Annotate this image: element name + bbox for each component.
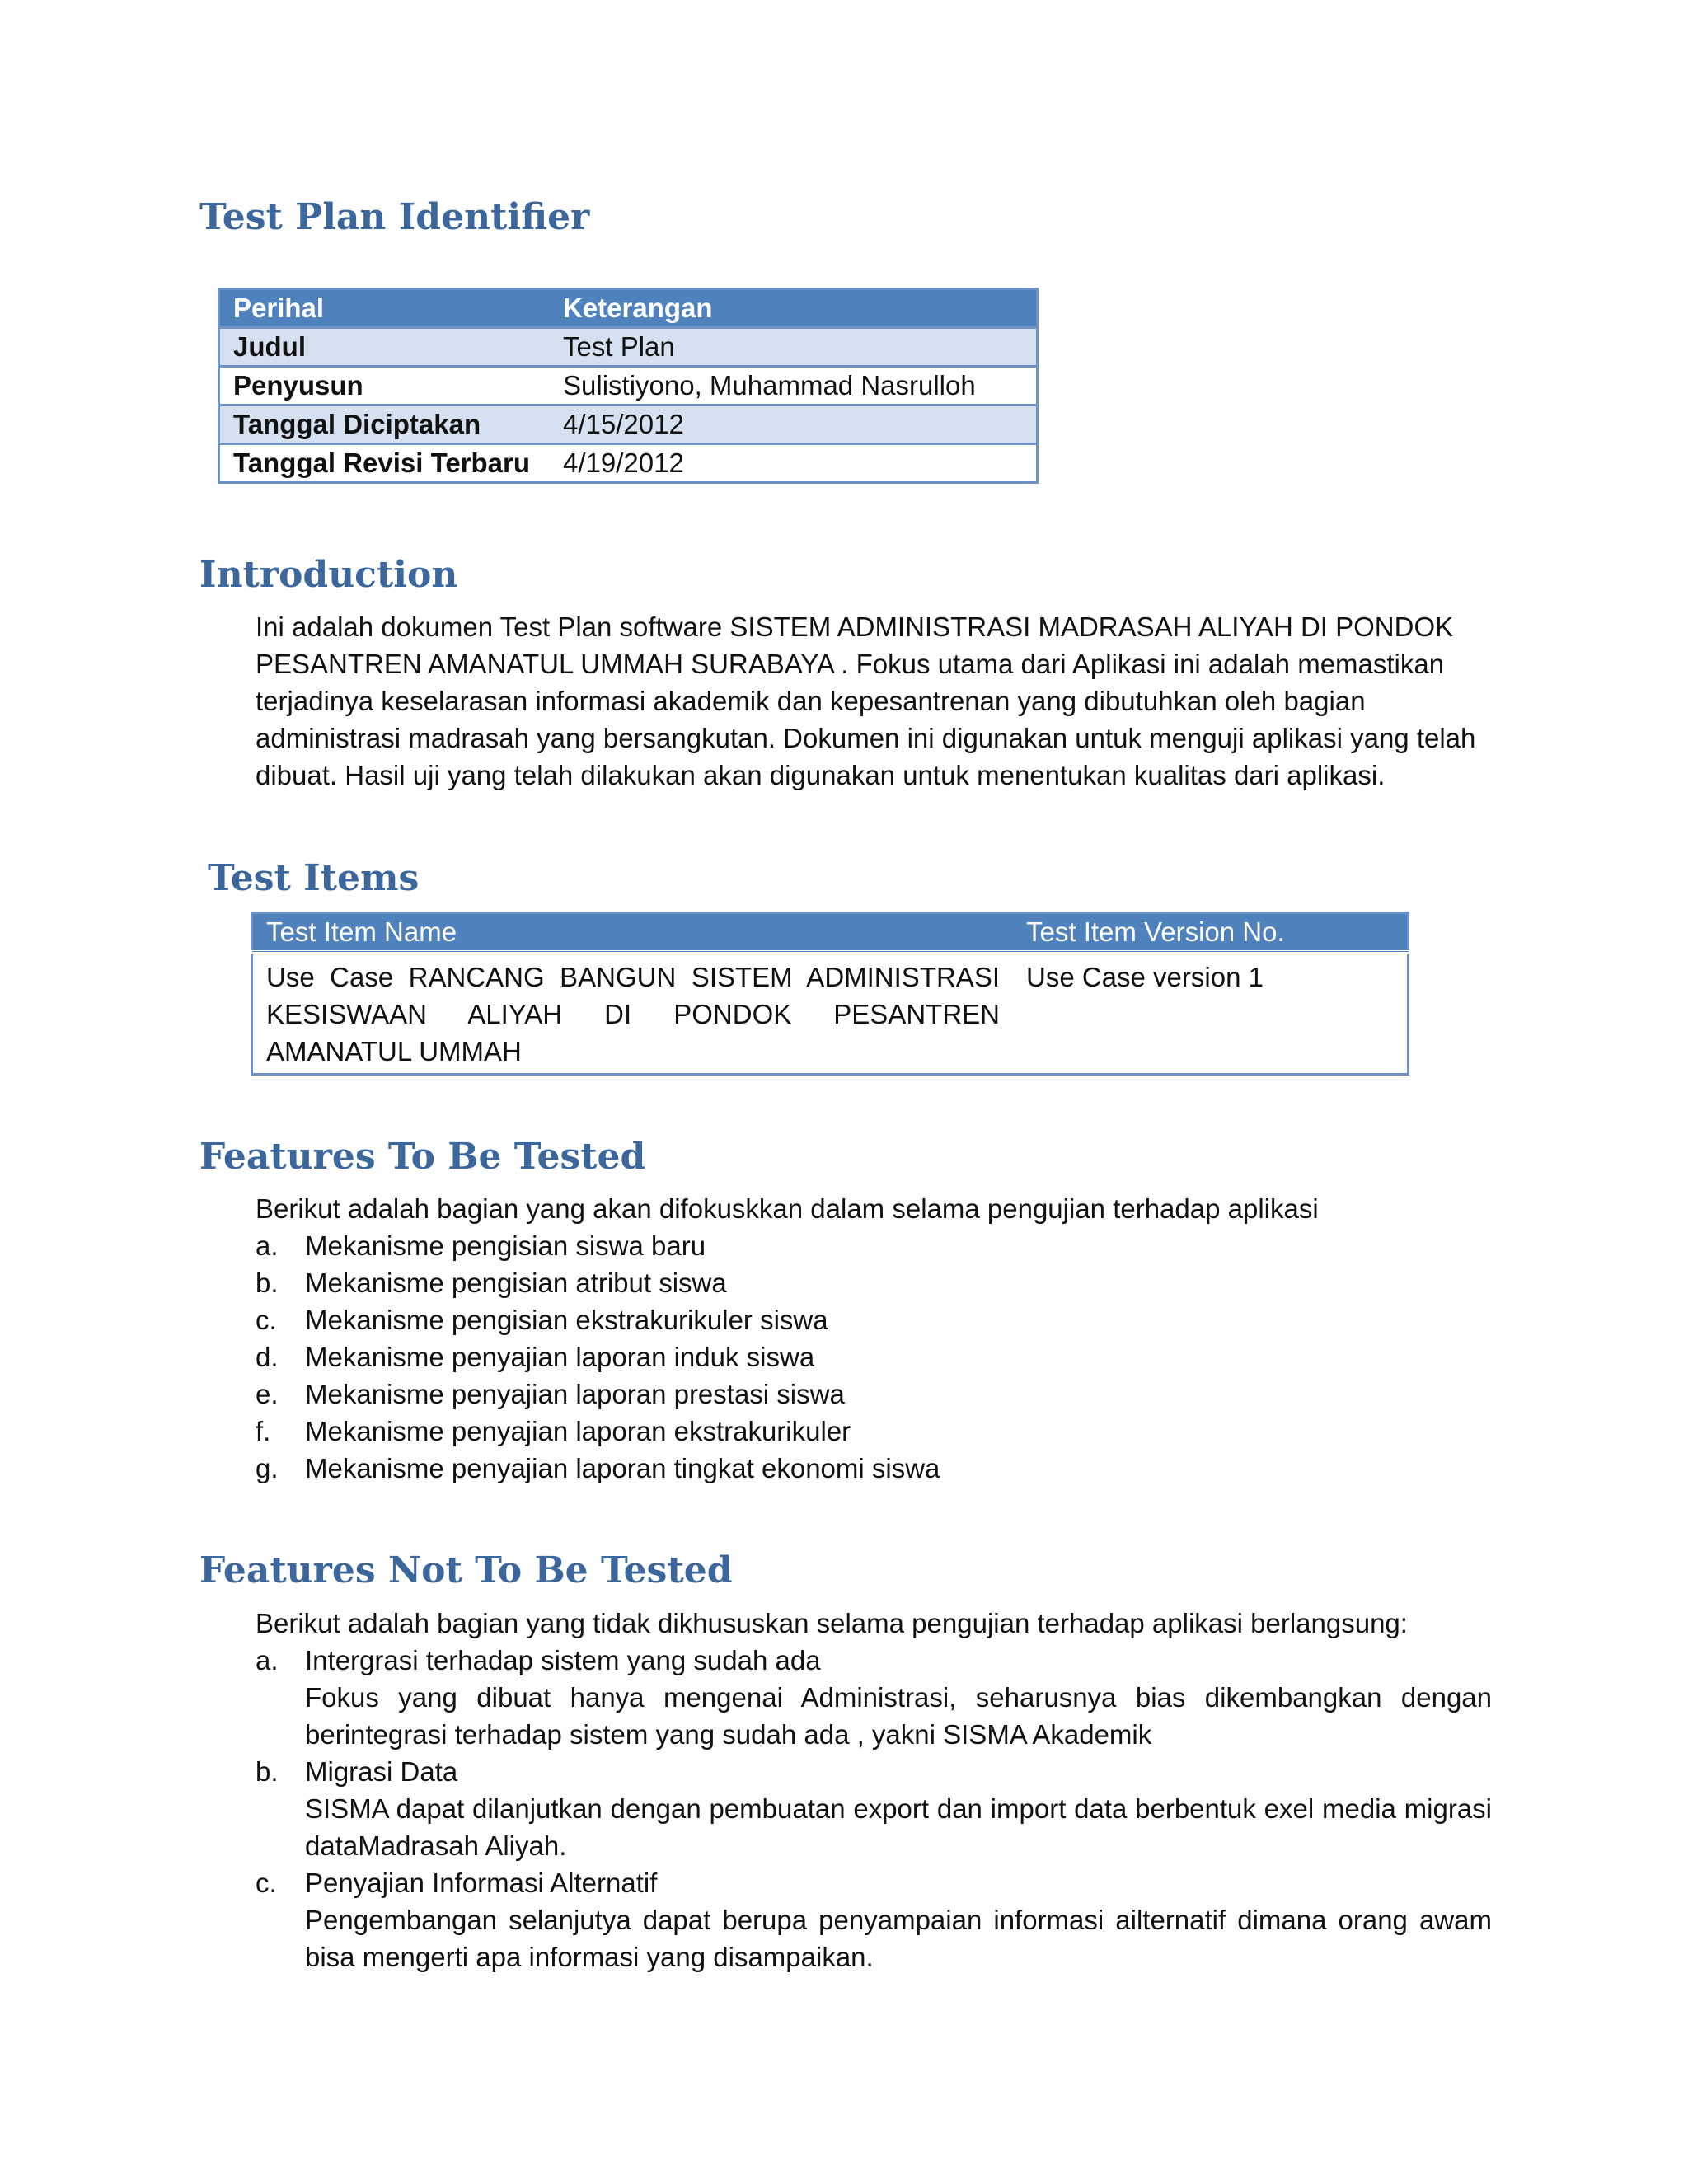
list-item-description: SISMA dapat dilanjutkan dengan pembuatan export dan import data berbentuk exel media migrasi dataMadrasah Aliyah. bbox=[305, 1793, 1492, 1861]
list-marker: c. bbox=[256, 1868, 277, 1898]
list-item-description: Pengembangan selanjutya dapat berupa penyampaian informasi ailternatif dimana orang awam bisa mengerti apa informasi yang disampaikan. bbox=[305, 1905, 1492, 1972]
list-item bbox=[256, 1753, 1492, 1864]
list-item-text: Mekanisme penyajian laporan induk siswa bbox=[305, 1342, 815, 1372]
list-item bbox=[256, 1413, 1492, 1450]
list-item-text: Mekanisme penyajian laporan ekstrakurikuler bbox=[305, 1416, 851, 1446]
features-tested-list bbox=[256, 1227, 1492, 1487]
list-item-title: Intergrasi terhadap sistem yang sudah ada bbox=[305, 1645, 821, 1675]
table-row bbox=[219, 444, 1038, 483]
list-item bbox=[256, 1376, 1492, 1413]
list-marker: g. bbox=[256, 1453, 279, 1483]
list-item bbox=[256, 1338, 1492, 1376]
heading-features-not-to-be-tested: Features Not To Be Tested bbox=[199, 1549, 733, 1591]
list-item bbox=[256, 1227, 1492, 1264]
table-row bbox=[252, 952, 1409, 1075]
identifier-header-keterangan: Keterangan bbox=[550, 289, 1038, 328]
test-items-table-header bbox=[252, 913, 1409, 953]
list-item-text: Mekanisme pengisian ekstrakurikuler siswa bbox=[305, 1305, 828, 1335]
list-item-text: Mekanisme penyajian laporan tingkat ekonomi siswa bbox=[305, 1453, 940, 1483]
list-marker: b. bbox=[256, 1268, 279, 1298]
identifier-label: Tanggal Diciptakan bbox=[219, 405, 551, 444]
heading-test-items: Test Items bbox=[208, 857, 420, 899]
identifier-value: Test Plan bbox=[550, 328, 1038, 367]
identifier-header-perihal: Perihal bbox=[219, 289, 551, 328]
test-item-version: Use Case version 1 bbox=[1026, 962, 1264, 992]
list-item-text: Mekanisme penyajian laporan prestasi siswa bbox=[305, 1379, 845, 1409]
list-marker: f. bbox=[256, 1416, 271, 1446]
identifier-value: 4/19/2012 bbox=[550, 444, 1038, 483]
test-item-name: Use Case RANCANG BANGUN SISTEM ADMINISTRASI KESISWAAN ALIYAH DI PONDOK PESANTREN AMANATUL UMMAH bbox=[266, 962, 1000, 1066]
list-item-text: Mekanisme pengisian siswa baru bbox=[305, 1230, 706, 1261]
identifier-value: 4/15/2012 bbox=[550, 405, 1038, 444]
list-item-title: Penyajian Informasi Alternatif bbox=[305, 1868, 658, 1898]
identifier-label: Judul bbox=[219, 328, 551, 367]
identifier-table bbox=[218, 288, 1039, 484]
list-item bbox=[256, 1264, 1492, 1301]
list-item bbox=[256, 1450, 1492, 1487]
list-marker: a. bbox=[256, 1645, 279, 1675]
features-not-tested-list bbox=[256, 1642, 1492, 1975]
identifier-label: Penyusun bbox=[219, 367, 551, 405]
heading-test-plan-identifier: Test Plan Identifier bbox=[199, 196, 590, 238]
list-item-description: Fokus yang dibuat hanya mengenai Administrasi, seharusnya bias dikembangkan dengan berintegrasi terhadap sistem yang sudah ada , yakni SISMA Akademik bbox=[305, 1682, 1492, 1750]
list-marker: d. bbox=[256, 1342, 279, 1372]
features-not-tested-intro: Berikut adalah bagian yang tidak dikhususkan selama pengujian terhadap aplikasi berlangsung: bbox=[256, 1608, 1408, 1638]
test-items-header-version: Test Item Version No. bbox=[1013, 913, 1409, 953]
introduction-paragraph: Ini adalah dokumen Test Plan software SISTEM ADMINISTRASI MADRASAH ALIYAH DI PONDOK PESANTREN AMANATUL UMMAH SURABAYA . Fokus utama dari Aplikasi ini adalah memastikan terjadinya keselarasan informasi akademik dan kepesantrenan yang dibutuhkan oleh bagian administrasi madrasah yang bersangkutan. Dokumen ini digunakan untuk menguji aplikasi yang telah dibuat. Hasil uji yang telah dilakukan akan digunakan untuk menentukan kualitas dari aplikasi. bbox=[256, 612, 1476, 790]
table-row bbox=[219, 405, 1038, 444]
list-item bbox=[256, 1864, 1492, 1975]
list-marker: e. bbox=[256, 1379, 279, 1409]
list-marker: a. bbox=[256, 1230, 279, 1261]
identifier-value: Sulistiyono, Muhammad Nasrulloh bbox=[550, 367, 1038, 405]
heading-introduction: Introduction bbox=[199, 554, 458, 596]
list-item bbox=[256, 1301, 1492, 1338]
table-row bbox=[219, 367, 1038, 405]
identifier-label: Tanggal Revisi Terbaru bbox=[219, 444, 551, 483]
identifier-table-header bbox=[219, 289, 1038, 328]
test-items-header-name: Test Item Name bbox=[252, 913, 1014, 953]
heading-features-to-be-tested: Features To Be Tested bbox=[199, 1136, 646, 1178]
list-marker: c. bbox=[256, 1305, 277, 1335]
list-item-title: Migrasi Data bbox=[305, 1756, 458, 1787]
features-tested-intro: Berikut adalah bagian yang akan difokuskkan dalam selama pengujian terhadap aplikasi bbox=[256, 1193, 1319, 1224]
test-items-table bbox=[251, 912, 1409, 1076]
list-marker: b. bbox=[256, 1756, 279, 1787]
list-item-text: Mekanisme pengisian atribut siswa bbox=[305, 1268, 727, 1298]
table-row bbox=[219, 328, 1038, 367]
list-item bbox=[256, 1642, 1492, 1753]
